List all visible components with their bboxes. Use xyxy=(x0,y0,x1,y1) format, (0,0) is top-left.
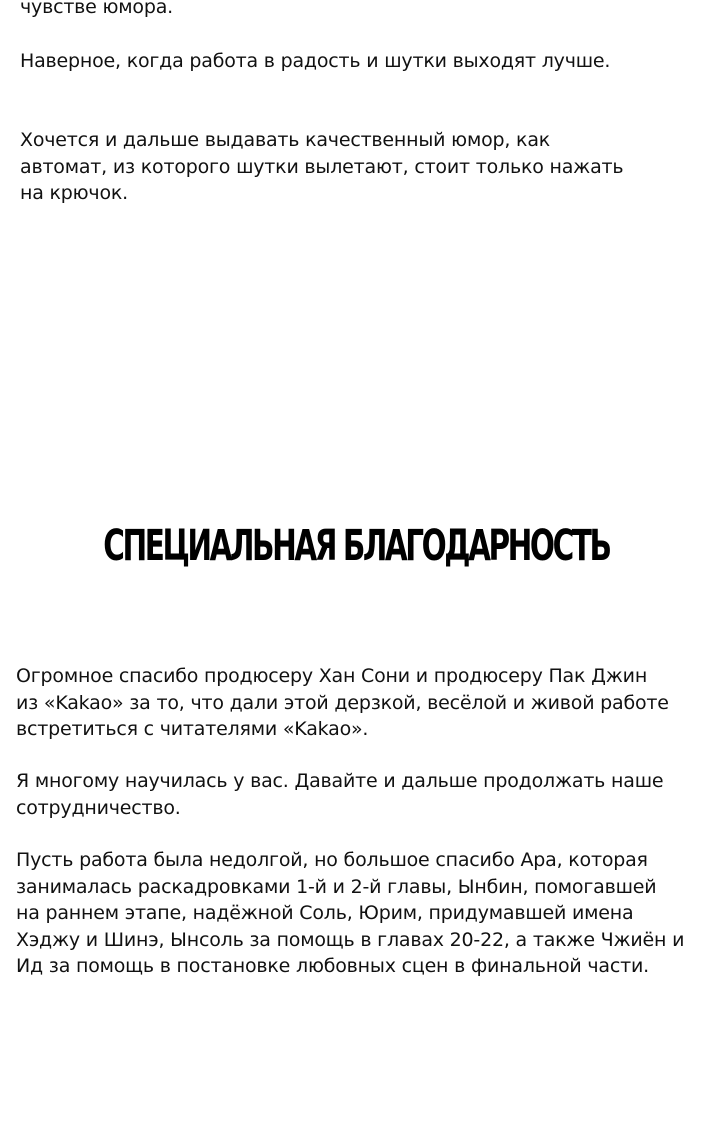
paragraph-ending-sense-of-humor: чувстве юмора. xyxy=(20,0,174,18)
paragraph-humor-automat: Хочется и дальше выдавать качественный юмор, как автомат, из которого шутки вылетают, стоит только нажать на крючок. xyxy=(20,129,624,204)
special-thanks-heading: СПЕЦИАЛЬНАЯ БЛАГОДАРНОСТЬ xyxy=(103,522,610,571)
paragraph-thanks-team: Пусть работа была недолгой, но большое спасибо Ара, которая занималась раскадровками 1-й и 2-й главы, Ынбин, помогавшей на раннем этапе, надёжной Соль, Юрим, придумавшей имена Хэджу и Шинэ, Ынсоль за помощь в главах 20-22, а также Чжиён и Ид за помощь в постановке любовных сцен в финальной части. xyxy=(16,849,685,977)
paragraph-work-in-joy: Наверное, когда работа в радость и шутки выходят лучше. xyxy=(20,50,611,72)
paragraph-thanks-producers: Огромное спасибо продюсеру Хан Сони и продюсеру Пак Джин из «Kakao» за то, что дали этой дерзкой, весёлой и живой работе встретиться с читателями «Kakao». xyxy=(16,665,669,740)
paragraph-learned-a-lot: Я многому научилась у вас. Давайте и дальше продолжать наше сотрудничество. xyxy=(16,770,664,819)
